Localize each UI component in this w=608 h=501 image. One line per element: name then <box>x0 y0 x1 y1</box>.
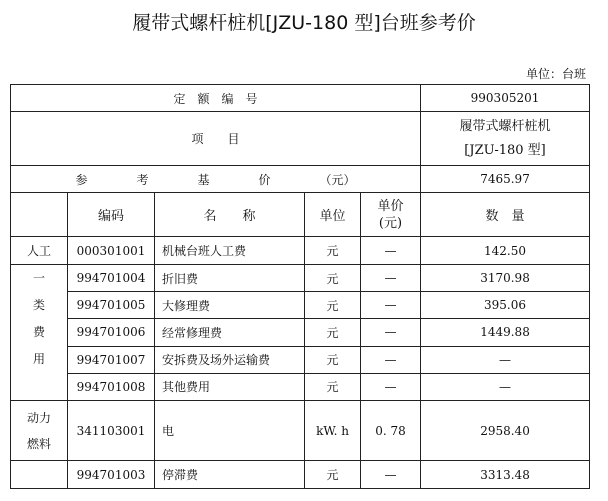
item-name: 停滞费 <box>155 461 305 489</box>
category-fuel <box>11 401 68 461</box>
item-price: — <box>361 265 421 292</box>
item-price: — <box>361 237 421 265</box>
item-value-line-1: 履带式螺杆桩机 <box>459 118 551 134</box>
item-qty: 1449.88 <box>421 319 590 346</box>
item-value-line-2: [JZU-180 型] <box>464 142 546 158</box>
item-unit: kW. h <box>305 401 361 461</box>
item-name: 电 <box>155 401 305 461</box>
item-qty: 395.06 <box>421 292 590 319</box>
table-row <box>11 237 590 265</box>
base-label-part: 价 <box>258 172 271 187</box>
item-price: — <box>361 319 421 346</box>
price-table <box>10 84 590 489</box>
table-row <box>11 265 590 292</box>
header-price: 单价 (元) <box>361 193 421 237</box>
item-unit: 元 <box>305 319 361 346</box>
quota-code-value: 990305201 <box>421 85 590 112</box>
item-code: 994701006 <box>68 319 155 346</box>
item-price: — <box>361 292 421 319</box>
item-name: 其他费用 <box>155 373 305 400</box>
header-empty <box>11 193 68 237</box>
item-code: 994701007 <box>68 346 155 373</box>
header-code: 编码 <box>68 193 155 237</box>
table-row <box>11 112 590 166</box>
column-header-row <box>11 193 590 237</box>
base-price-label <box>11 166 421 193</box>
item-name: 安拆费及场外运输费 <box>155 346 305 373</box>
item-qty: — <box>421 346 590 373</box>
item-qty: 142.50 <box>421 237 590 265</box>
item-value <box>421 112 590 166</box>
item-qty: 3170.98 <box>421 265 590 292</box>
page-title: 履带式螺杆桩机[JZU-180 型]台班参考价 <box>132 12 476 34</box>
header-name: 名 称 <box>155 193 305 237</box>
table-row <box>11 373 590 400</box>
item-label: 项 目 <box>11 112 421 166</box>
item-unit: 元 <box>305 237 361 265</box>
category-char: 动力 <box>26 410 51 425</box>
header-qty: 数 量 <box>421 193 590 237</box>
category-class1 <box>11 265 68 401</box>
category-char: 费 <box>32 325 45 339</box>
category-empty <box>11 461 68 489</box>
base-price-value: 7465.97 <box>421 166 590 193</box>
base-label-part: 基 <box>197 172 210 187</box>
item-name: 大修理费 <box>155 292 305 319</box>
category-char: 用 <box>32 352 45 366</box>
table-row <box>11 166 590 193</box>
table-row <box>11 85 590 112</box>
base-label-part: 考 <box>136 172 149 187</box>
item-qty: — <box>421 373 590 400</box>
item-code: 000301001 <box>68 237 155 265</box>
item-code: 994701008 <box>68 373 155 400</box>
table-row <box>11 346 590 373</box>
quota-code-label: 定 额 编 号 <box>11 85 421 112</box>
item-unit: 元 <box>305 292 361 319</box>
item-code: 994701004 <box>68 265 155 292</box>
category-char: 类 <box>32 298 45 312</box>
unit-label: 单位：台班 <box>525 67 586 81</box>
table-row <box>11 461 590 489</box>
item-price: — <box>361 461 421 489</box>
table-row <box>11 401 590 461</box>
table-row <box>11 319 590 346</box>
category-labor: 人工 <box>11 237 68 265</box>
header-unit: 单位 <box>305 193 361 237</box>
item-code: 994701005 <box>68 292 155 319</box>
category-char: 一 <box>32 271 45 285</box>
item-unit: 元 <box>305 373 361 400</box>
item-name: 机械台班人工费 <box>155 237 305 265</box>
base-label-part: 参 <box>75 172 88 187</box>
item-price: — <box>361 373 421 400</box>
item-qty: 3313.48 <box>421 461 590 489</box>
item-unit: 元 <box>305 346 361 373</box>
item-name: 折旧费 <box>155 265 305 292</box>
item-price: — <box>361 346 421 373</box>
item-unit: 元 <box>305 265 361 292</box>
item-unit: 元 <box>305 461 361 489</box>
category-char: 燃料 <box>26 436 51 451</box>
item-qty: 2958.40 <box>421 401 590 461</box>
item-code: 341103001 <box>68 401 155 461</box>
item-price: 0. 78 <box>361 401 421 461</box>
base-label-part: （元） <box>319 172 356 187</box>
item-code: 994701003 <box>68 461 155 489</box>
table-row <box>11 292 590 319</box>
item-name: 经常修理费 <box>155 319 305 346</box>
